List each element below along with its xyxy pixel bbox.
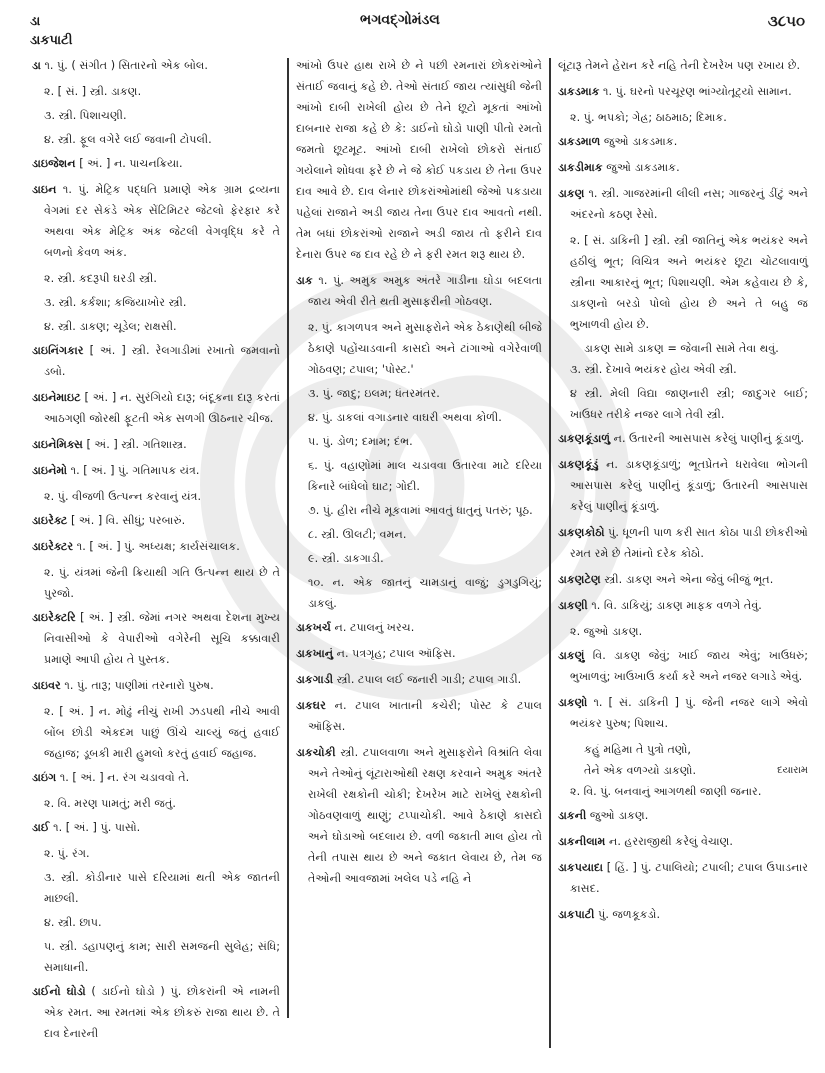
dictionary-entry bbox=[558, 131, 808, 152]
page-number: ૩૮૫૦ bbox=[767, 12, 805, 30]
dictionary-entry bbox=[558, 183, 808, 225]
dictionary-entry bbox=[558, 692, 808, 734]
dictionary-entry bbox=[32, 460, 280, 481]
headword: ડાકણ bbox=[558, 187, 585, 200]
dictionary-entry bbox=[558, 831, 808, 852]
dictionary-entry bbox=[296, 695, 542, 737]
headword: ડા bbox=[32, 59, 41, 72]
sense-definition: ૯. સ્ત્રી. ડાકગાડી. bbox=[308, 552, 384, 565]
sense-definition: ૩. પું. જાદુ; ઇલમ; ધંતરમંતર. bbox=[308, 387, 440, 400]
sense-definition: ૪ સ્ત્રી. મેલી વિદ્યા જાણનારી સ્ત્રી; જાદુગર બાઈ; ખાઉધર તરીકે નજર લાગે તેવી સ્ત્રી. bbox=[570, 387, 808, 421]
headword: ડાકગાડી bbox=[296, 673, 334, 686]
headword: ડાઇનેમાઇટ bbox=[32, 391, 81, 404]
dictionary-entry bbox=[296, 617, 542, 638]
headword: ડાઇનેમિક્સ bbox=[32, 438, 83, 451]
definition-text: [ અં. ] ન. સુરંગિયો દારૂ; બંદૂકના દારૂ કરતાં આઠગણી જોરથી ફૂટતી એક સળગી ઊઠનાર ચીજ. bbox=[44, 391, 280, 425]
definition-text: ૧. [ અં. ] પું. ગતિમાપક યંત્ર. bbox=[70, 464, 200, 477]
headword: ડાઈનો ઘોડો bbox=[32, 985, 86, 998]
dictionary-entry bbox=[558, 857, 808, 899]
sense-definition: ૨. પું. વીજળી ઉત્પન્ન કરવાનું યંત્ર. bbox=[44, 490, 202, 503]
quote-source: દયારામ bbox=[777, 765, 808, 776]
definition-text: ૧. પું. અમુક અમુક અંતરે ગાડીના ઘોડા બદલતા જાય એવી રીતે થતી મુસાફરીની ગોઠવણ. bbox=[308, 274, 542, 308]
definition-text: સ્ત્રી. ડાકણ અને એના જેવું બીજું ભૂત. bbox=[604, 573, 774, 586]
sense-definition: ૩. સ્ત્રી. પિશાચણી. bbox=[44, 109, 127, 122]
sense-definition: ૨. [ સં. ડાકિની ] સ્ત્રી. સ્ત્રી જાતિનું એક ભયંકર અને હઠીલું ભૂત; વિચિત્ર અને ભયંકર છૂટા ચોટલાવાળું સ્ત્રીના આકારનું ભૂત; પિશાચણી. એમ કહેવાય છે કે, ડાકણનો બરડો પોલો હોય છે અને તે બહુ જ ભુખાળવી હોય છે. bbox=[570, 234, 808, 331]
definition-text: [ અં. ] સ્ત્રી. જેમાં નગર અથવા દેશના મુખ્ય નિવાસીઓ કે વેપારીઓ વગેરેની સૂચિ કક્કાવારી પ્રમાણે આપી હોય તે પુસ્તક. bbox=[44, 611, 280, 666]
definition-text: વિ. ડાકણ જેવું; ખાઈ જાય એવું; ખાઉધરું; ભુખાળવું; ખાઉખાઉ કર્યા કરે અને નજર લગાડે એવું. bbox=[570, 649, 809, 683]
headword: ડાકપયાદા bbox=[558, 861, 603, 874]
dictionary-entry bbox=[558, 522, 808, 564]
dictionary-entry bbox=[296, 270, 542, 312]
definition-text: ૧. [ સં. ડાકિની ] પું. જેની નજર લાગે એવો ભયંકર પુરુષ; પિશાચ. bbox=[570, 696, 808, 730]
sense-definition: ૨. [ અં. ] ન. મોઢું નીચું રાખી ઝડપથી નીચે આવી બોંબ છોડી એકદમ પાછું ઊંચે ચાલ્યું જતું હવાઈ જહાજ; ડૂબકી મારી હુમલો કરતું હવાઈ જહાજ. bbox=[44, 705, 280, 760]
continued-text: લૂંટારૂ તેમને હેરાન કરે નહિ તેની દેખરેખ પણ રખાય છે. bbox=[558, 59, 801, 72]
definition-text: સ્ત્રી. ટપાલવાળા અને મુસાફરોને વિશ્રાંતિ લેવા અને તેઓનું લૂંટારાઓથી રક્ષણ કરવાને અમુક અંતરે રાખેલી રક્ષકોની ચોકી; દેખરેખ માટે રાખેલું રક્ષકોની ગોઠવણવાળું થાણું; ટપ્પાચોકી. આવે ઠેકાણે કાસદો અને ઘોડાઓ બદલાય છે. વળી જકાતી માલ હોય તો તેની તપાસ થાય છે અને જકાત લેવાય છે, તેમ જ તેઓની આવજામાં ખલેલ પડે નહિ ને bbox=[308, 746, 542, 885]
quote-text: કહું મહિમા તે પુત્રો તણો, bbox=[584, 743, 691, 756]
definition-text: ન. ડાકણકૂંડાળું; ભૂતપ્રેતને ધરાવેલા ભોગની આસપાસ કરેલું પાણીનું કૂંડાળું; ઉતારની આસપાસ કરેલું પાણીનું કૂંડાળું. bbox=[570, 458, 808, 513]
headword: ડાકપાટી bbox=[558, 908, 595, 921]
dictionary-entry bbox=[32, 387, 280, 429]
dictionary-entry bbox=[558, 81, 808, 102]
sense-definition: ૮. સ્ત્રી. ઊલટી; વમન. bbox=[308, 528, 407, 541]
sense-definition: ૩. સ્ત્રી. દેખાવે ભયંકર હોય એવી સ્ત્રી. bbox=[570, 363, 737, 376]
dictionary-entry bbox=[32, 55, 280, 76]
dictionary-entry bbox=[558, 805, 808, 826]
sense-definition: ૨. પું. રંગ. bbox=[44, 847, 90, 860]
definition-text: ૧. પું. મેટ્રિક પદ્ધતિ પ્રમાણે એક ગ્રામ દ્રવ્યના વેગમાં દર સેકંડે એક સેંટિમિટર જેટલો ફેરફાર કરે અથવા એક મેટ્રિક અંક જેટલી વેગવૃદ્ધિ કરે તે બળનો કેવળ અંક. bbox=[44, 183, 280, 259]
sense-definition: ૭. પું. હીરા નીચે મૂકવામાં આવતું ધાતુનું પતરું; પૂઠ. bbox=[308, 504, 533, 517]
definition-text: ન. હરરાજીથી કરેલું વેચાણ. bbox=[608, 835, 733, 848]
headword: ડાઇનેમો bbox=[32, 464, 68, 477]
dictionary-entry bbox=[32, 817, 280, 838]
usage-quote bbox=[558, 760, 808, 781]
dictionary-entry bbox=[32, 434, 280, 455]
sense-definition: ૪. સ્ત્રી. ડાકણ; ચૂડેલ; રાક્ષસી. bbox=[44, 320, 177, 333]
dictionary-entry bbox=[32, 981, 280, 1044]
headword: ડાઇરેક્ટર bbox=[32, 540, 74, 553]
sense-definition: ૪. સ્ત્રી. ફૂલ વગેરે લઈ જવાની ટોપલી. bbox=[44, 133, 212, 146]
column-right bbox=[558, 55, 808, 930]
sense-definition: ૩. સ્ત્રી. કર્કશા; કજિયાખોર સ્ત્રી. bbox=[44, 296, 187, 309]
dictionary-entry bbox=[32, 607, 280, 670]
definition-text: ૧. પું. તારૂ; પાણીમાં તરનારો પુરુષ. bbox=[64, 679, 214, 692]
definition-text: ન. ટપાલનું ખરચ. bbox=[334, 621, 415, 634]
headword: ડાકણકોઠો bbox=[558, 526, 605, 539]
headword: ડાકનીલામ bbox=[558, 835, 606, 848]
sense-definition: ૨. [ સં. ] સ્ત્રી. ડાકણ. bbox=[44, 85, 142, 98]
sense-definition: ૩. સ્ત્રી. કોડીનાર પાસે દરિયામાં થતી એક જાતની માછલી. bbox=[44, 871, 280, 905]
dictionary-entry bbox=[558, 157, 808, 178]
sense-definition: ૨. જુઓ ડાકણ. bbox=[570, 625, 643, 638]
dictionary-entry bbox=[32, 767, 280, 788]
sense-definition: ૨. પું. યંત્રમાં જેની ક્રિયાથી ગતિ ઉત્પન્ન થાય છે તે પુરજો. bbox=[44, 566, 280, 600]
sense-definition: ૨. સ્ત્રી. કદરૂપી ઘરડી સ્ત્રી. bbox=[44, 272, 157, 285]
headword: ડાઇરેક્ટરિ bbox=[32, 611, 76, 624]
sense-definition: ૫. સ્ત્રી. ડહાપણનું કામ; સારી સમજની સુલેહ; સંધિ; સમાધાની. bbox=[44, 940, 280, 974]
dictionary-entry bbox=[32, 179, 280, 263]
sense-definition: ૨. વિ. પું. બનવાનું આગળથી જાણી જનાર. bbox=[570, 785, 762, 798]
dictionary-entry bbox=[558, 428, 808, 449]
definition-text: સ્ત્રી. ટપાલ લઈ જનારી ગાડી; ટપાલ ગાડી. bbox=[336, 673, 522, 686]
dictionary-entry bbox=[558, 645, 808, 687]
headword: ડાઇજેશન bbox=[32, 157, 76, 170]
dictionary-entry bbox=[32, 675, 280, 696]
sense-definition: ૪. સ્ત્રી. છાપ. bbox=[44, 916, 102, 929]
definition-text: ( ડાઈનો ઘોડો ) પું. છોકરાંની એ નામની એક રમત. આ રમતમાં એક છોકરું રાજા થાય છે. તે દાવ દેનારની bbox=[44, 985, 280, 1040]
headword: ડાકચોકી bbox=[296, 746, 336, 759]
section-letter: ડા bbox=[30, 14, 41, 29]
guide-word: ડાકપાટી bbox=[30, 33, 73, 48]
column-divider bbox=[287, 58, 289, 1018]
sense-definition: ૨. પું. કાગળપત્ર અને મુસાફરોને એક ઠેકાણેથી બીજે ઠેકાણે પહોંચાડવાની કાસદો અને ટાંગાઓ વગેરેવાળી ગોઠવણ; ટપાલ; 'પોસ્ટ.' bbox=[308, 321, 542, 376]
headword: ડાકની bbox=[558, 809, 587, 822]
definition-text: ૧. સ્ત્રી. ગાજરમાંની લીલી નસ; ગાજરનું ડીંટું અને અંદરનો કઠણ રેસો. bbox=[570, 187, 808, 221]
headword: ડાકડમાળ bbox=[558, 135, 601, 148]
dictionary-entry bbox=[32, 536, 280, 557]
definition-text: [ હિં. ] પું. ટપાલિયો; ટપાલી; ટપાલ ઉપાડનાર કાસદ. bbox=[570, 861, 808, 895]
headword: ડાકડમાક bbox=[558, 85, 600, 98]
definition-text: ૧. પું. ( સંગીત ) સિતારનો એક બોલ. bbox=[44, 59, 208, 72]
sense-definition: ૨. વિ. મરણ પામતું; મરી જતું. bbox=[44, 797, 176, 810]
headword: ડાઇંગ bbox=[32, 771, 57, 784]
sense-definition: ૬. પું. વહાણોમાં માલ ચડાવવા ઉતારવા માટે દરિયા કિનારે બાંધેલો ઘાટ; ગોદી. bbox=[308, 459, 542, 493]
headword: ડાઇવર bbox=[32, 679, 61, 692]
page-header bbox=[0, 0, 825, 50]
headword: ડાકઘર bbox=[296, 699, 326, 712]
sense-definition: ૨. પું. ભપકો; ગેહ્ર; ઠાઠમાઠ; દિમાક. bbox=[570, 111, 727, 124]
usage-quote bbox=[558, 338, 808, 359]
headword: ડાકડીમાક bbox=[558, 161, 603, 174]
dictionary-entry bbox=[32, 510, 280, 531]
headword: ડાકણકૂંડાળું bbox=[558, 432, 611, 445]
definition-text: ન. ઉતારની આસપાસ કરેલું પાણીનું કૂંડાળું. bbox=[613, 432, 805, 445]
column-divider bbox=[549, 58, 551, 1048]
definition-text: [ અં. ] વિ. સીધું; પરબારું. bbox=[70, 514, 186, 527]
headword: ડાકખર્ચ bbox=[296, 621, 331, 634]
sense-definition: ૪. પું. ડાકલાં વગાડનાર વાઘરી અથવા કોળી. bbox=[308, 411, 502, 424]
headword: ડાકણકૂંડું bbox=[558, 458, 599, 471]
quote-text: ડાકણ સામે ડાકણ = જેવાની સામે તેવા થવું. bbox=[584, 342, 779, 355]
dictionary-entry bbox=[32, 340, 280, 382]
definition-text: ન. પત્રગૃહ; ટપાલ ઑફિસ. bbox=[336, 647, 456, 660]
dictionary-entry bbox=[32, 153, 280, 174]
dictionary-entry bbox=[558, 454, 808, 517]
definition-text: જુઓ ડાકડમાક. bbox=[603, 135, 678, 148]
headword: ડાકખાનું bbox=[296, 647, 334, 660]
headword: ડાકણું bbox=[558, 649, 585, 662]
sense-definition: ૫. પું. ડોળ; દમામ; દંભ. bbox=[308, 435, 413, 448]
dictionary-entry bbox=[558, 595, 808, 616]
headword: ડાઇનિંગકાર bbox=[32, 344, 84, 357]
column-middle bbox=[296, 55, 542, 894]
definition-text: [ અં. ] ન. પાચનક્રિયા. bbox=[79, 157, 183, 170]
sense-definition: ૧૦. ન. એક જાતનું ચામડાનું વાજું; ડુગડુગિયું; ડાકલું. bbox=[308, 576, 542, 610]
definition-text: ૧. [ અં. ] પું. પાસો. bbox=[53, 821, 141, 834]
definition-text: [ અં. ] સ્ત્રી. રેલગાડીમાં રખાતો જમવાનો ડબો. bbox=[44, 344, 280, 378]
book-title: ભગવદ્ગોમંડલ bbox=[360, 12, 440, 28]
dictionary-entry bbox=[296, 643, 542, 664]
definition-text: ૧. પું. ઘરનો પરચૂરણ ભાંગ્યોતૂટ્યો સામાન. bbox=[603, 85, 792, 98]
headword: ડાકણો bbox=[558, 696, 588, 709]
definition-text: પું. ધૂળની પાળ કરી સાત કોઠા પાડી છોકરીઓ રમત રમે છે તેમાંનો દરેક કોઠો. bbox=[570, 526, 808, 560]
definition-text: ૧. [ અં. ] પું. અધ્યક્ષ; કાર્યસંચાલક. bbox=[76, 540, 240, 553]
definition-text: ૧. [ અં. ] ન. રંગ ચડાવવો તે. bbox=[59, 771, 190, 784]
definition-text: [ અં. ] સ્ત્રી. ગતિશાસ્ત્ર. bbox=[86, 438, 187, 451]
headword: ડાઈ bbox=[32, 821, 50, 834]
definition-text: ન. ટપાલ ખાતાની કચેરી; પોસ્ટ કે ટપાલ ઑફિસ. bbox=[308, 699, 543, 733]
definition-text: જુઓ ડાકડમાક. bbox=[606, 161, 680, 174]
dictionary-entry bbox=[296, 669, 542, 690]
headword: ડાઇરેક્ટ bbox=[32, 514, 68, 527]
definition-text: ૧. વિ. ડાકિયું; ડાકણ માફક વળગે તેવું. bbox=[591, 599, 762, 612]
continued-text: આંખો ઉપર હાથ રાખે છે ને પછી રમનારાં છોકરાંઓને સંતાઈ જવાનું કહે છે. તેઓ સંતાઈ જાય ત્યાંસુધી જેની આંખો દાબી રાખેલી હોય છે તેને છૂટો મૂકતાં આંખો દાબનાર રાજા કહે છે કે: ડાઈનો ઘોડો પાણી પીતો રમતો જમતો છૂટમૂટ. આંખો દાબી રાખેલો છોકરો સંતાઈ ગયેલાને શોધવા ફરે છે ને જે કોઈ પકડાય છે તેના ઉપર દાવ આવે છે. દાવ લેનાર છોકરાંઓમાંથી જેઓ પકડાયા પહેલાં રાજાને અડી જાય તેના ઉપર દાવ આવતો નથી. તેમ બધાં છોકરાંઓ રાજાને અડી જાય તો ફરીને દાવ દેનારા ઉપર જ દાવ રહે છે ને ફરી રમત શરૂ થાય છે. bbox=[296, 59, 542, 261]
headword: ડાઇન bbox=[32, 183, 57, 196]
headword: ડાકણી bbox=[558, 599, 588, 612]
dictionary-entry bbox=[558, 569, 808, 590]
usage-quote bbox=[558, 739, 808, 760]
definition-text: પું. જળકૂકડો. bbox=[598, 908, 661, 921]
dictionary-entry bbox=[296, 742, 542, 889]
headword: ડાકણટેણ bbox=[558, 573, 601, 586]
definition-text: જુઓ ડાકણ. bbox=[589, 809, 649, 822]
quote-text: તેને એક વળગ્યો ડાકણો. bbox=[584, 764, 697, 777]
column-left bbox=[32, 55, 280, 1049]
dictionary-entry bbox=[558, 904, 808, 925]
headword: ડાક bbox=[296, 274, 313, 287]
